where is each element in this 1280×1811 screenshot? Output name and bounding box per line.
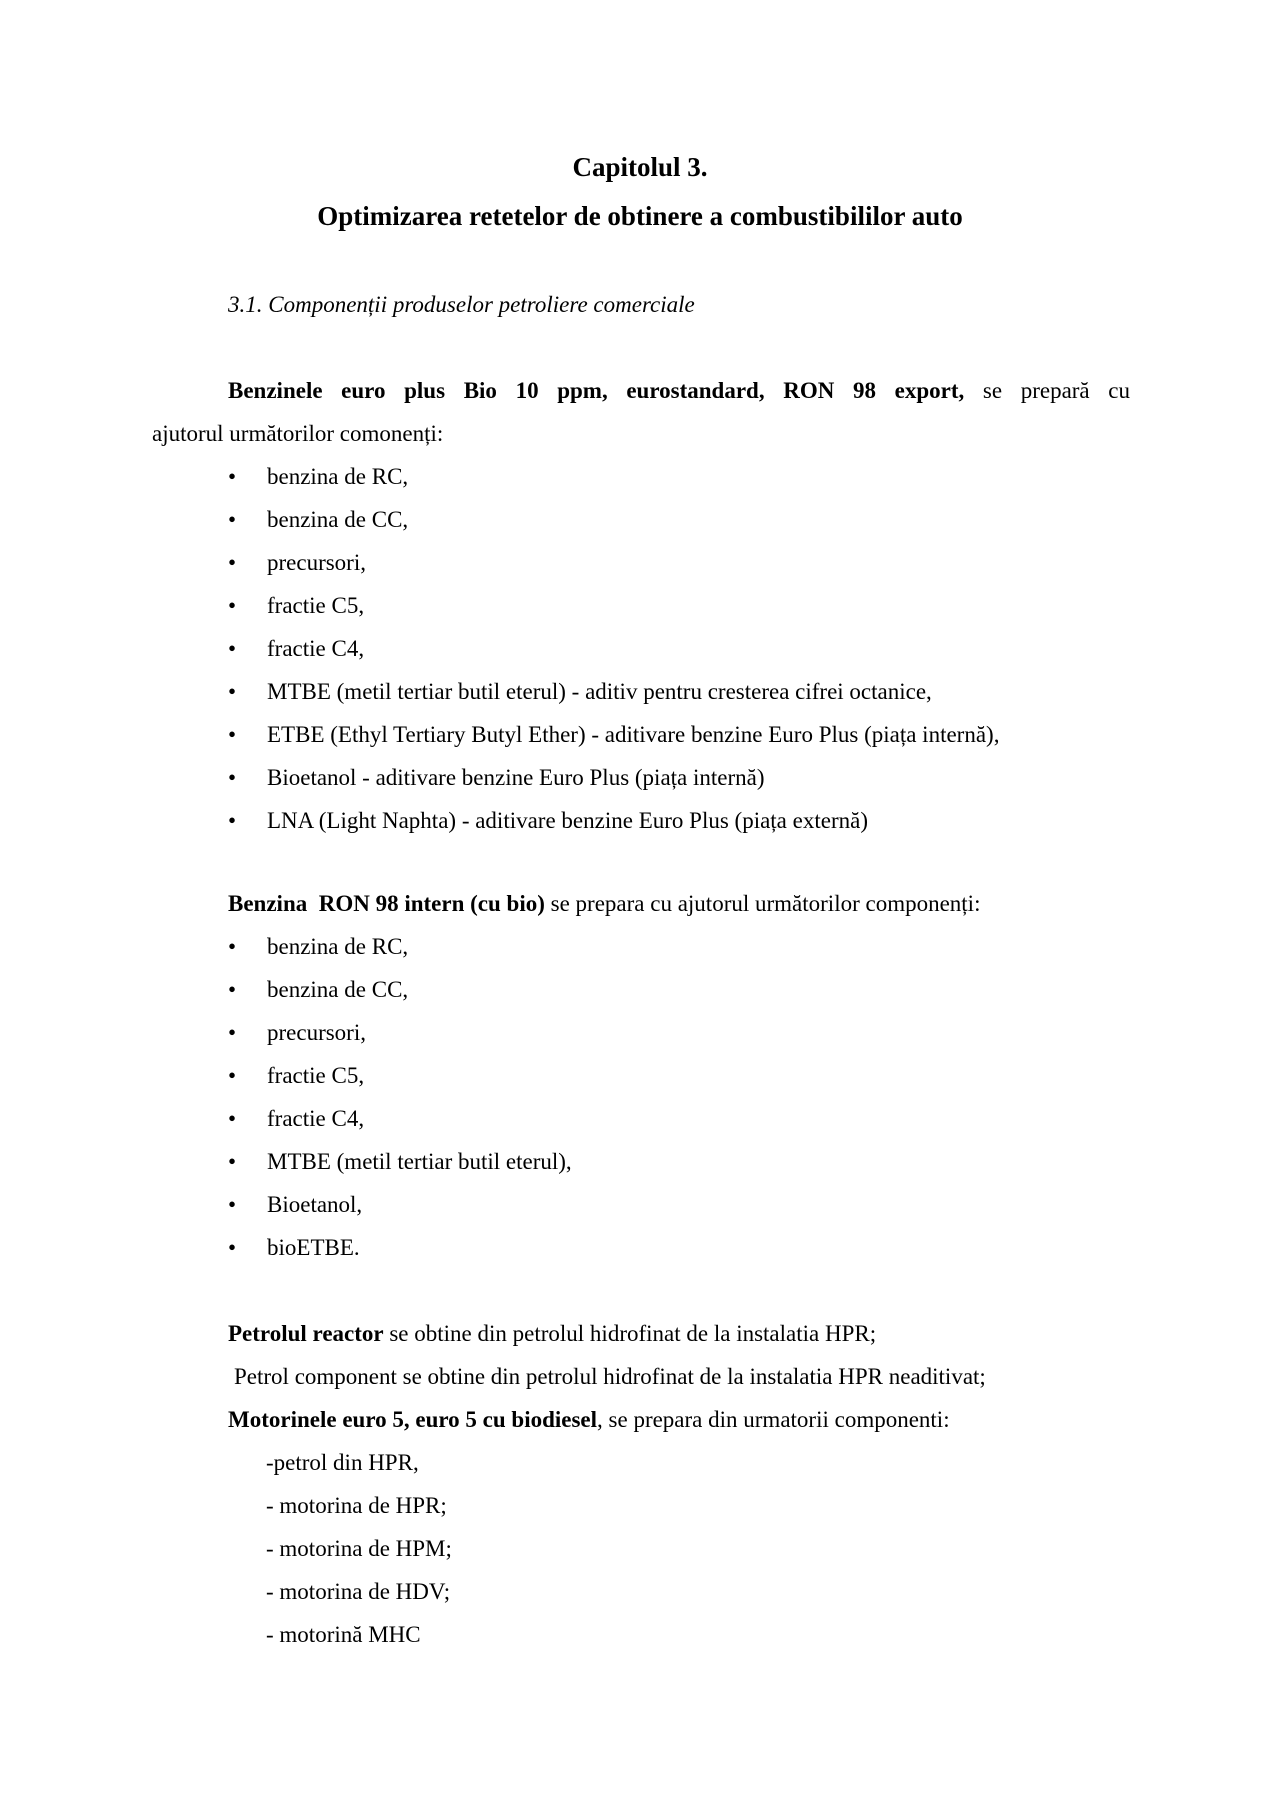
bullet-icon: • — [228, 722, 237, 747]
petrol-reactor-line — [228, 1312, 876, 1355]
motorine-bold-lead: Motorinele euro 5, euro 5 cu biodiesel — [228, 1407, 598, 1432]
benzine-euro-component-list — [228, 455, 999, 842]
chapter-number: Capitolul 3. — [572, 152, 708, 182]
benzina-ron98-bold-lead: Benzina RON 98 intern (cu bio) — [228, 891, 545, 916]
list-item-text: MTBE (metil tertiar butil eterul) - aditiv pentru cresterea cifrei octanice, — [267, 679, 932, 704]
list-item: - motorina de HPR; — [266, 1493, 447, 1518]
list-item-text: benzina de CC, — [267, 977, 409, 1002]
benzina-ron98-component-list — [228, 925, 572, 1269]
list-item — [228, 756, 999, 799]
list-item-text: fractie C4, — [267, 1106, 365, 1131]
list-item-text: Bioetanol - aditivare benzine Euro Plus (piața internă) — [267, 765, 765, 790]
benzine-euro-intro-rest: se prepară cu — [964, 378, 1130, 403]
list-item-text: benzina de RC, — [267, 464, 409, 489]
list-item — [228, 713, 999, 756]
list-item — [228, 627, 999, 670]
list-item-text: fractie C5, — [267, 593, 365, 618]
bullet-icon: • — [228, 1235, 237, 1260]
bullet-icon: • — [228, 1020, 237, 1045]
bullet-icon: • — [228, 1149, 237, 1174]
bullet-icon: • — [228, 765, 237, 790]
benzina-ron98-intro-rest: se prepara cu ajutorul următorilor componenți: — [544, 891, 981, 916]
bullet-icon: • — [228, 1192, 237, 1217]
bullet-icon: • — [228, 679, 237, 704]
list-item-text: LNA (Light Naphta) - aditivare benzine Euro Plus (piața externă) — [267, 808, 868, 833]
petrol-reactor-bold: Petrolul reactor — [228, 1321, 384, 1346]
list-item — [228, 1011, 572, 1054]
list-item — [228, 498, 999, 541]
list-item — [228, 799, 999, 842]
bullet-icon: • — [228, 593, 237, 618]
benzine-euro-intro — [152, 369, 1130, 455]
section-title: 3.1. Componenții produselor petroliere comerciale — [228, 292, 695, 317]
bullet-icon: • — [228, 1106, 237, 1131]
bullet-icon: • — [228, 977, 237, 1002]
list-item — [228, 925, 572, 968]
motorine-intro — [228, 1398, 950, 1441]
benzina-ron98-intro — [228, 882, 980, 925]
chapter-title: Optimizarea retetelor de obtinere a combustibililor auto — [317, 201, 963, 231]
bullet-icon: • — [228, 550, 237, 575]
petrol-reactor-rest: se obtine din petrolul hidrofinat de la instalatia HPR; — [383, 1321, 877, 1346]
bullet-icon: • — [228, 507, 237, 532]
list-item-text: bioETBE. — [267, 1235, 360, 1260]
motorine-component-list — [266, 1441, 452, 1656]
list-item-text: benzina de RC, — [267, 934, 409, 959]
list-item-text: MTBE (metil tertiar butil eterul), — [267, 1149, 572, 1174]
list-item-text: precursori, — [267, 1020, 366, 1045]
list-item — [228, 541, 999, 584]
list-item-text: benzina de CC, — [267, 507, 409, 532]
list-item: - motorina de HPM; — [266, 1536, 452, 1561]
list-item-text: Bioetanol, — [267, 1192, 363, 1217]
list-item: - motorină MHC — [266, 1622, 421, 1647]
list-item — [228, 968, 572, 1011]
list-item — [228, 1183, 572, 1226]
list-item: - motorina de HDV; — [266, 1579, 451, 1604]
motorine-intro-rest: , se prepara din urmatorii componenti: — [597, 1407, 950, 1432]
list-item-text: precursori, — [267, 550, 366, 575]
list-item — [228, 1140, 572, 1183]
list-item — [228, 670, 999, 713]
list-item — [228, 1054, 572, 1097]
list-item — [228, 1226, 572, 1269]
benzine-euro-intro-line2: ajutorul următorilor comonenți: — [152, 421, 444, 446]
list-item — [228, 1097, 572, 1140]
list-item-text: fractie C5, — [267, 1063, 365, 1088]
bullet-icon: • — [228, 934, 237, 959]
list-item-text: fractie C4, — [267, 636, 365, 661]
bullet-icon: • — [228, 636, 237, 661]
bullet-icon: • — [228, 808, 237, 833]
list-item — [228, 455, 999, 498]
petrol-component-line: Petrol component se obtine din petrolul hidrofinat de la instalatia HPR neaditivat; — [234, 1364, 986, 1389]
list-item-text: ETBE (Ethyl Tertiary Butyl Ether) - aditivare benzine Euro Plus (piața internă), — [267, 722, 1000, 747]
benzine-euro-bold-lead: Benzinele euro plus Bio 10 ppm, eurostandard, RON 98 export, — [228, 378, 965, 403]
bullet-icon: • — [228, 464, 237, 489]
list-item: -petrol din HPR, — [266, 1450, 419, 1475]
benzine-euro-intro-line1 — [152, 369, 1130, 412]
bullet-icon: • — [228, 1063, 237, 1088]
list-item — [228, 584, 999, 627]
